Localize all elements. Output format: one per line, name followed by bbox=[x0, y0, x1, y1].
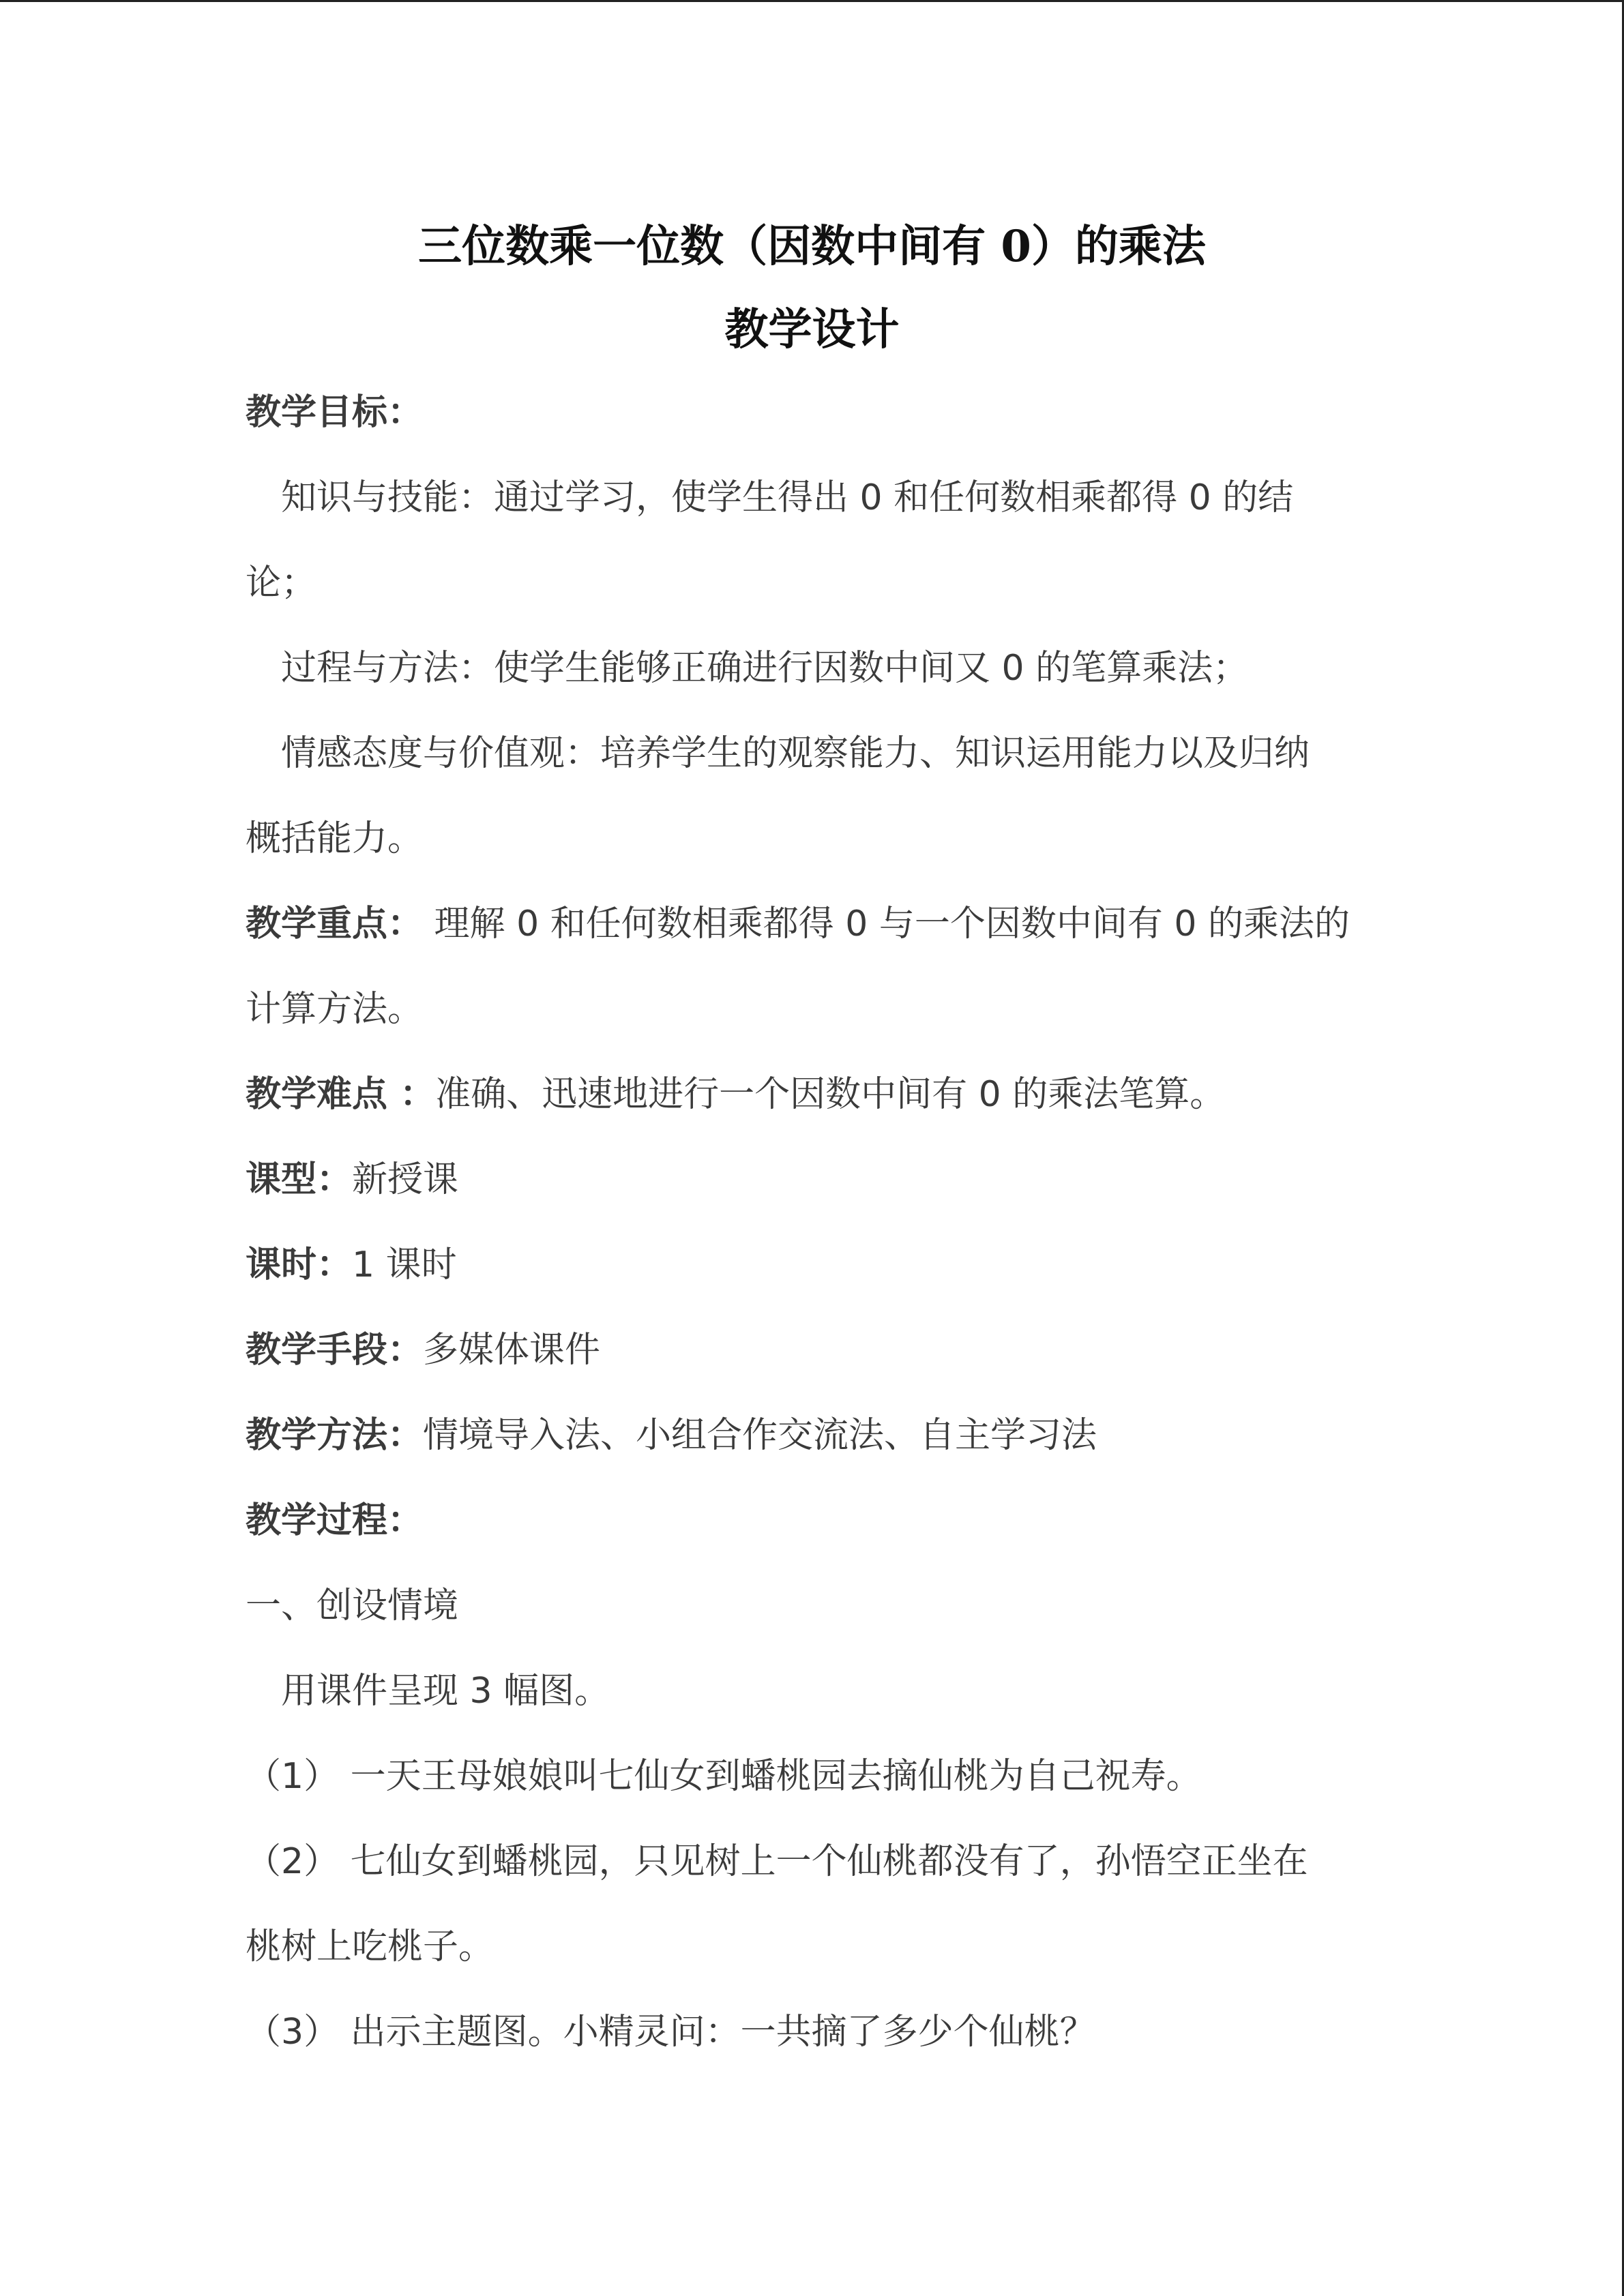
key-points-line-1 bbox=[246, 904, 1350, 944]
class-hours-line bbox=[246, 1244, 457, 1285]
emotion-value-line-1: 情感态度与价值观：培养学生的观察能力、知识运用能力以及归纳 bbox=[281, 733, 1310, 774]
key-points-label: 教学重点： bbox=[246, 904, 424, 944]
teaching-methods-value: 情境导入法、小组合作交流法、自主学习法 bbox=[423, 1415, 1097, 1456]
key-points-text: 理解 0 和任何数相乘都得 0 与一个因数中间有 0 的乘法的 bbox=[423, 904, 1350, 944]
lesson-type-value: 新授课 bbox=[352, 1159, 459, 1200]
difficulty-label: 教学难点 ： bbox=[246, 1074, 436, 1115]
list-item-3: （3） 出示主题图。小精灵问：一共摘了多少个仙桃？ bbox=[246, 2012, 1095, 2053]
lesson-type-label: 课型： bbox=[246, 1159, 353, 1200]
teaching-methods-line bbox=[246, 1415, 1097, 1456]
teaching-methods-label: 教学方法： bbox=[246, 1415, 424, 1456]
list-item-2-line-2: 桃树上吃桃子。 bbox=[246, 1926, 494, 1967]
teaching-means-label: 教学手段： bbox=[246, 1330, 424, 1371]
difficulty-line bbox=[246, 1074, 1225, 1115]
class-hours-label: 课时： bbox=[246, 1244, 353, 1285]
difficulty-text: 准确、迅速地进行一个因数中间有 0 的乘法笔算。 bbox=[435, 1074, 1226, 1115]
document-title: 三位数乘一位数（因数中间有 0）的乘法 bbox=[418, 221, 1206, 272]
section-1-intro: 用课件呈现 3 幅图。 bbox=[281, 1671, 610, 1712]
teaching-process-heading bbox=[246, 1500, 423, 1541]
teaching-process-label: 教学过程： bbox=[246, 1500, 424, 1541]
objectives-heading bbox=[246, 392, 423, 433]
teaching-means-value: 多媒体课件 bbox=[423, 1330, 601, 1371]
lesson-type-line bbox=[246, 1159, 458, 1200]
page-top-border bbox=[0, 0, 1624, 2]
process-method-line: 过程与方法：使学生能够正确进行因数中间又 0 的笔算乘法； bbox=[281, 648, 1249, 689]
list-item-1: （1） 一天王母娘娘叫七仙女到蟠桃园去摘仙桃为自己祝寿。 bbox=[246, 1756, 1202, 1797]
list-item-2-line-1: （2） 七仙女到蟠桃园，只见树上一个仙桃都没有了，孙悟空正坐在 bbox=[246, 1841, 1308, 1882]
emotion-value-line-2: 概括能力。 bbox=[246, 818, 424, 859]
document-subtitle: 教学设计 bbox=[724, 304, 900, 355]
class-hours-value: 1 课时 bbox=[352, 1244, 457, 1285]
knowledge-skill-line-2: 论； bbox=[246, 563, 317, 603]
objectives-label: 教学目标： bbox=[246, 392, 424, 433]
key-points-line-2: 计算方法。 bbox=[246, 989, 424, 1030]
teaching-means-line bbox=[246, 1330, 600, 1371]
section-1-heading: 一、创设情境 bbox=[246, 1585, 459, 1626]
knowledge-skill-line-1: 知识与技能：通过学习，使学生得出 0 和任何数相乘都得 0 的结 bbox=[281, 477, 1294, 518]
